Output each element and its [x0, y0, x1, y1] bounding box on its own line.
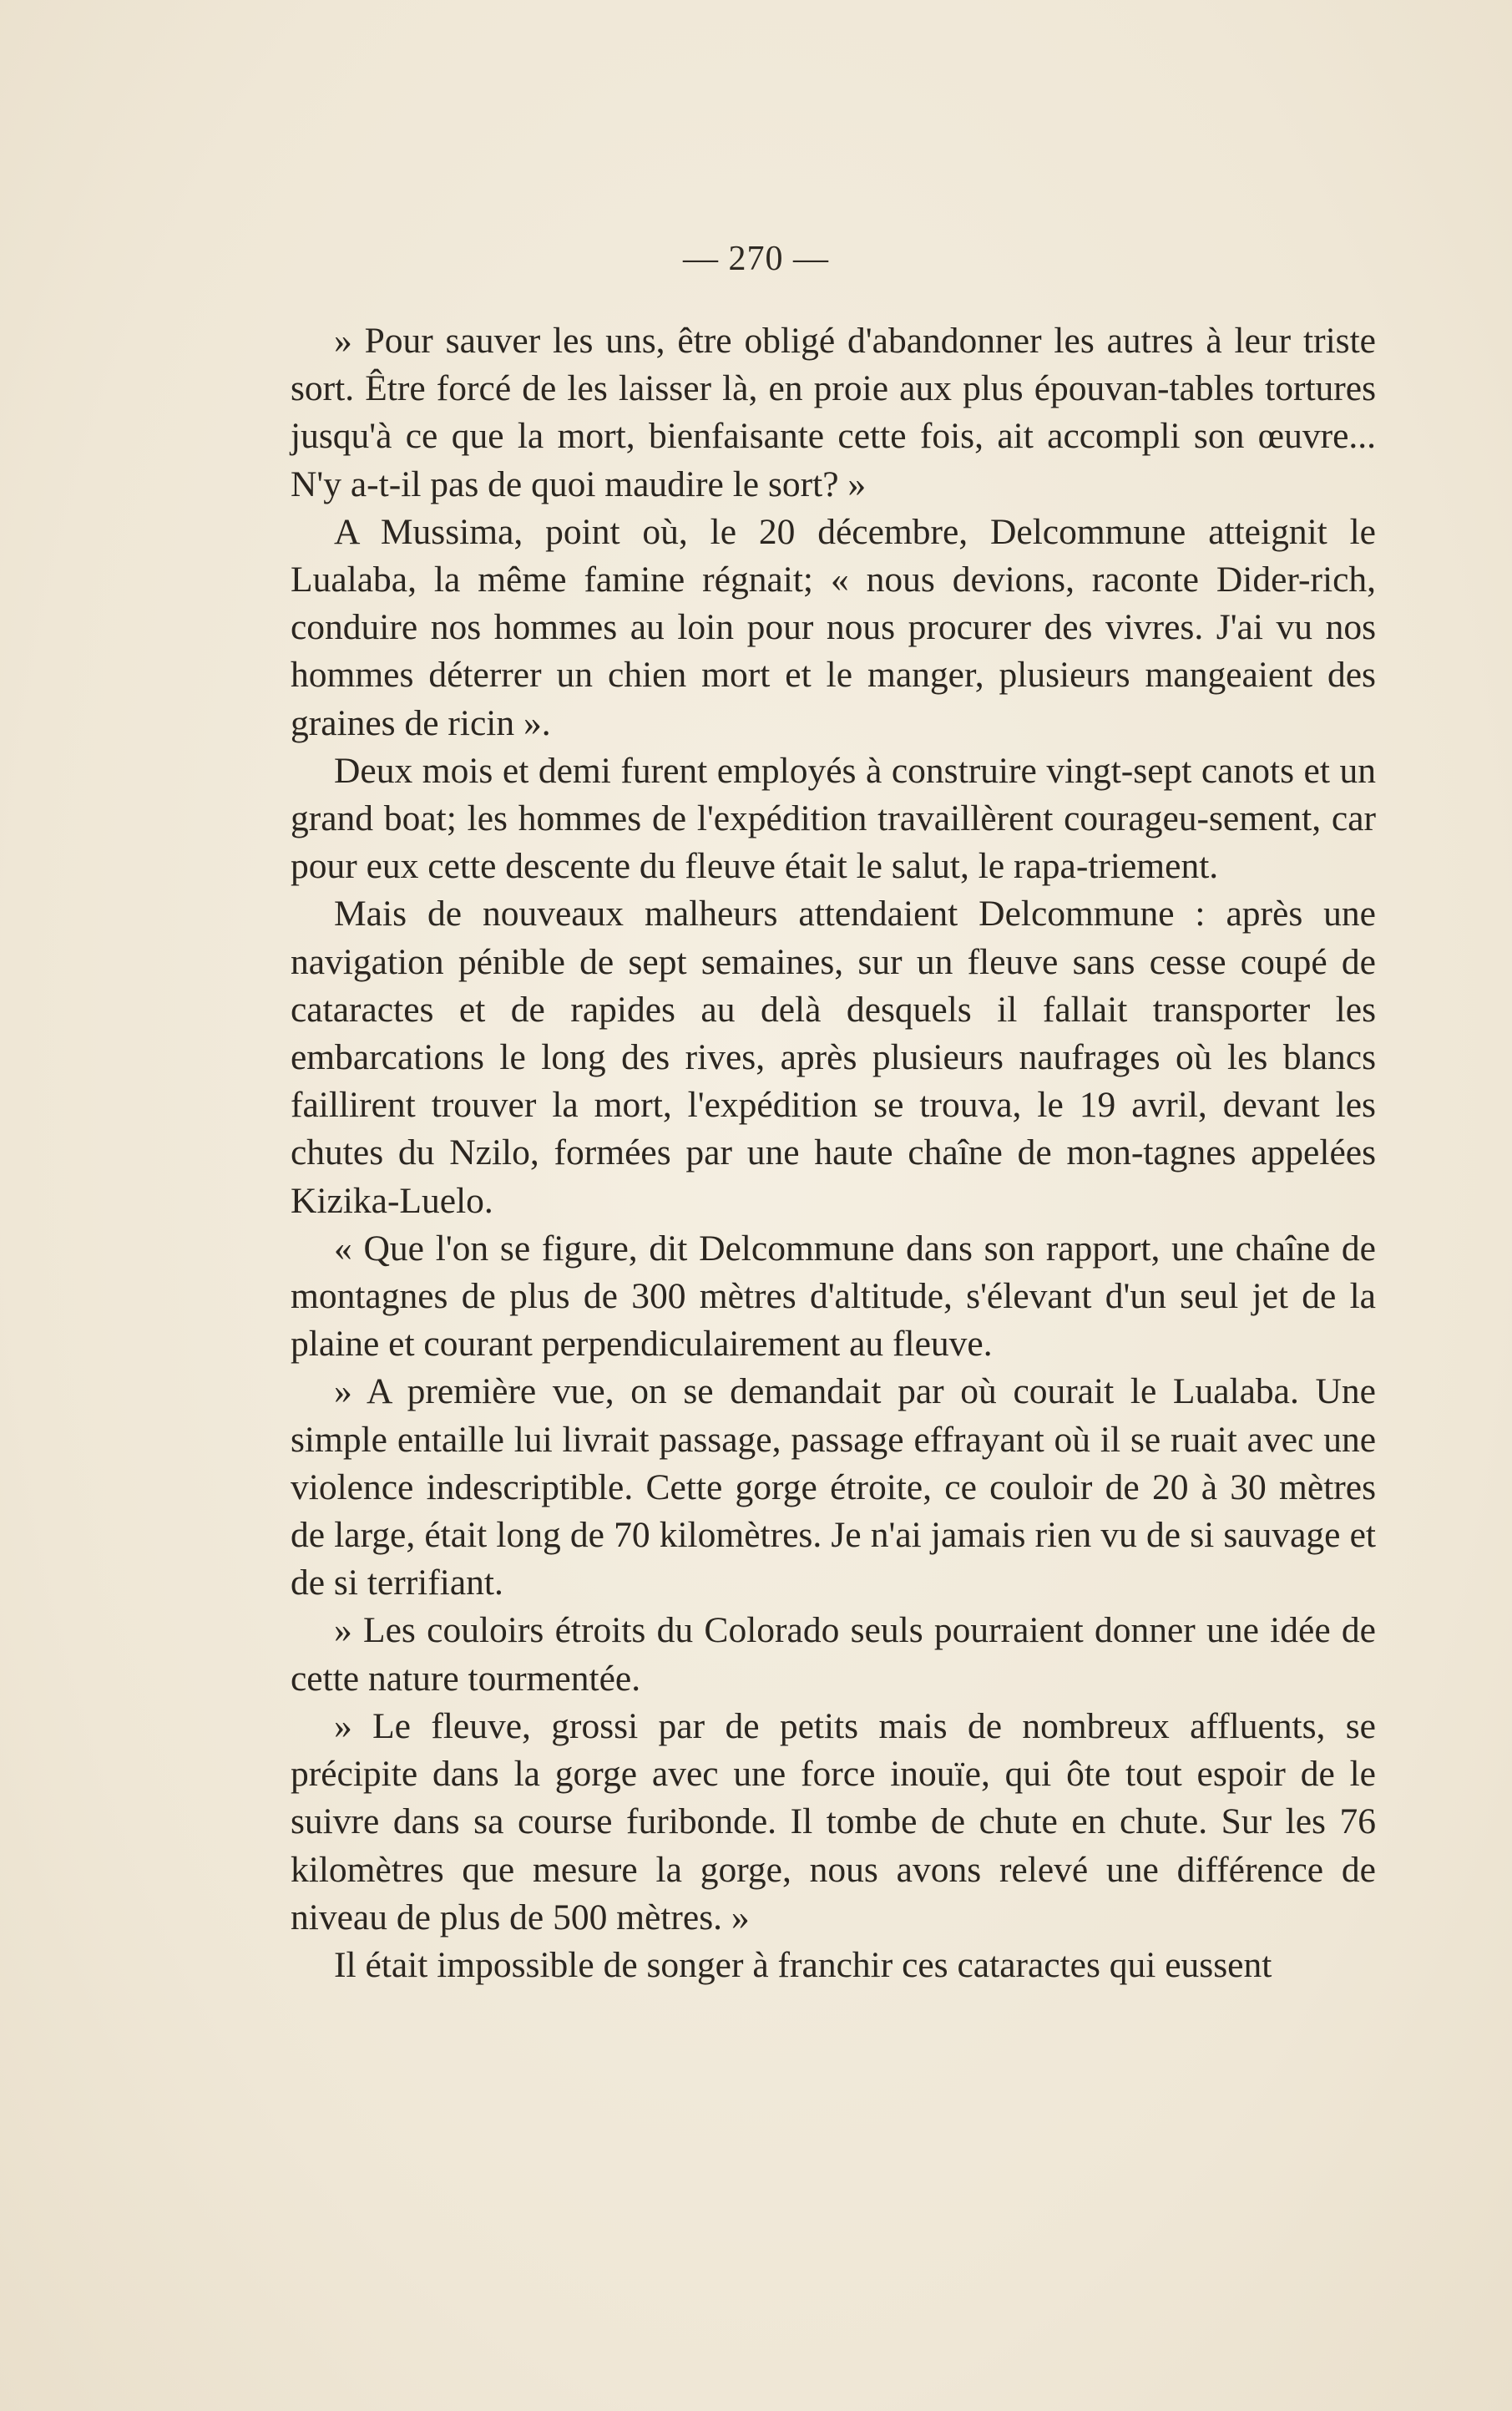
paragraph-2: A Mussima, point où, le 20 décembre, Delcommune atteignit le Lualaba, la même famine régnait; « nous devions, raconte Dider-rich, conduire nos hommes au loin pour nous procurer des vivres. J'ai vu nos hommes déterrer un chien mort et le manger, plusieurs mangeaient des graines de ricin ». [291, 511, 1376, 743]
paragraph-4: Mais de nouveaux malheurs attendaient Delcommune : après une navigation pénible de sept semaines, sur un fleuve sans cesse coupé de cataractes et de rapides au delà desquels il fallait transporter les embarcations le long des rives, après plusieurs naufrages où les blancs faillirent trouver la mort, l'expédition se trouva, le 19 avril, devant les chutes du Nzilo, formées par une haute chaîne de mon-tagnes appelées Kizika-Luelo. [291, 894, 1376, 1221]
page-number: — 270 — [683, 240, 829, 278]
paragraph-7: » Les couloirs étroits du Colorado seuls pourraient donner une idée de cette nature tourmentée. [291, 1610, 1376, 1699]
paragraph-8: » Le fleuve, grossi par de petits mais de nombreux affluents, se précipite dans la gorge avec une force inouïe, qui ôte tout espoir de le suivre dans sa course furibonde. Il tombe de chute en chute. Sur les 76 kilomètres que mesure la gorge, nous avons relevé une différence de niveau de plus de 500 mètres. » [291, 1705, 1376, 1937]
paragraph-3: Deux mois et demi furent employés à construire vingt-sept canots et un grand boat; les hommes de l'expédition travaillèrent courageu-sement, car pour eux cette descente du fleuve était le salut, le rapa-triement. [291, 750, 1376, 887]
body-text [291, 317, 1376, 1989]
paragraph-9: Il était impossible de songer à franchir ces cataractes qui eussent [334, 1944, 1272, 1985]
paragraph-5: « Que l'on se figure, dit Delcommune dans son rapport, une chaîne de montagnes de plus de 300 mètres d'altitude, s'élevant d'un seul jet de la plaine et courant perpendiculairement au fleuve. [291, 1228, 1376, 1365]
paragraph-6: » A première vue, on se demandait par où courait le Lualaba. Une simple entaille lui livrait passage, passage effrayant où il se ruait avec une violence indescriptible. Cette gorge étroite, ce couloir de 20 à 30 mètres de large, était long de 70 kilomètres. Je n'ai jamais rien vu de si sauvage et de si terrifiant. [291, 1371, 1376, 1603]
paragraph-1: » Pour sauver les uns, être obligé d'abandonner les autres à leur triste sort. Être forcé de les laisser là, en proie aux plus épouvan-tables tortures jusqu'à ce que la mort, bienfaisante cette fois, ait accompli son œuvre... N'y a-t-il pas de quoi maudire le sort? » [291, 321, 1376, 504]
